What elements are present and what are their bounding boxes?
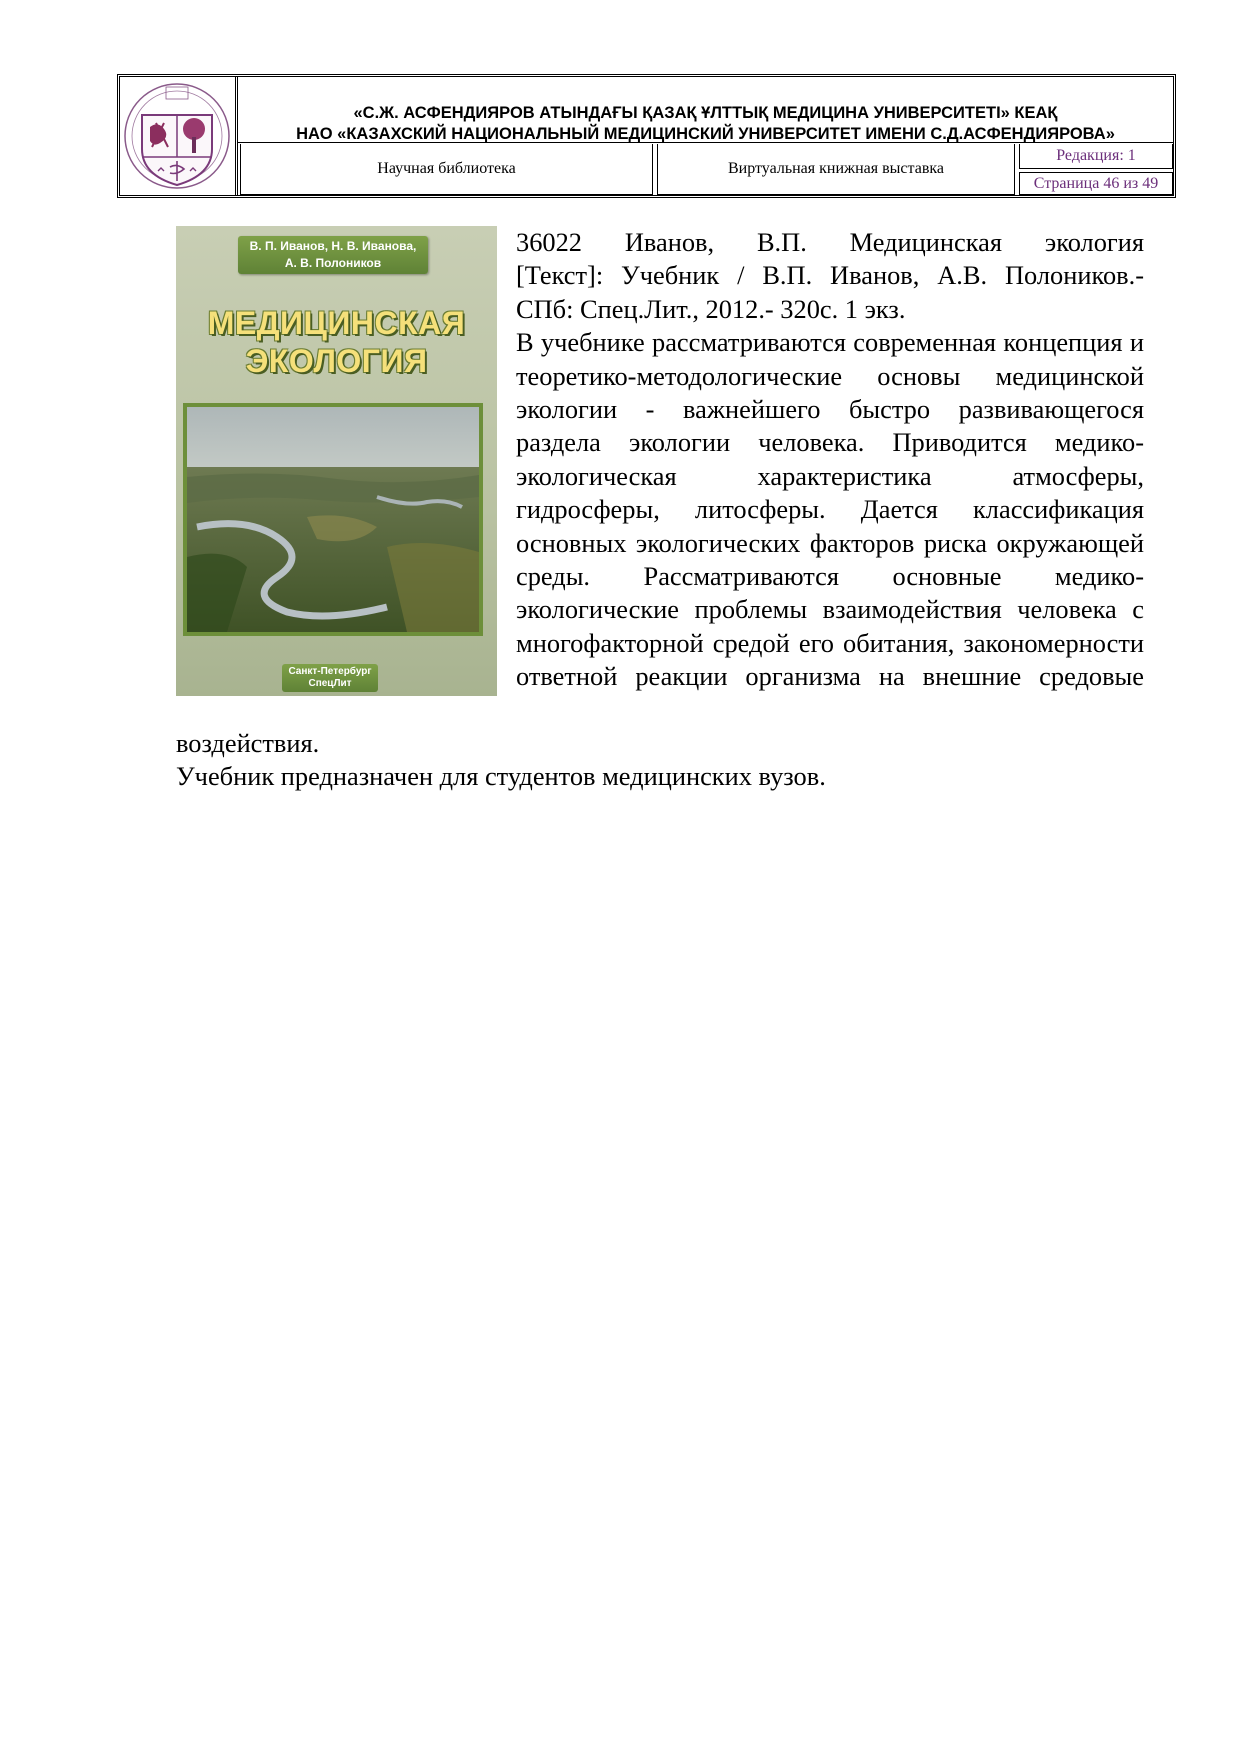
book-annotation: В учебнике рассматриваются современная концепция и теоретико-методологические основы медицинской экологии - важнейшего быстро развивающегося раздела экологии человека. Приводится медико-экологическая характеристика атмосферы, гидросферы, литосферы. Дается классификация основных экологических факторов риска окружающей среды. Рассматриваются основные медико-экологические проблемы взаимодействия человека с многофакторной средой его обитания, закономерности ответной реакции организма на внешние средовые (516, 327, 1144, 692)
book-description (516, 226, 1144, 694)
university-title (238, 77, 1173, 143)
cover-title-line: ЭКОЛОГИЯ (245, 343, 428, 379)
cover-publisher-line: СпецЛит (308, 678, 352, 689)
bibliographic-reference-line: СПб: Спец.Лит., 2012.- 320с. 1 экз. (516, 293, 906, 324)
exhibition-cell: Виртуальная книжная выставка (657, 144, 1015, 195)
cover-title (176, 304, 497, 380)
cover-authors (238, 236, 428, 274)
book-audience-note: Учебник предназначен для студентов медицинских вузов. (176, 761, 826, 791)
bibliographic-reference-line: 36022 Иванов, В.П. Медицинская экология (516, 227, 1144, 257)
bibliographic-reference-line: [Текст]: Учебник / В.П. Иванов, А.В. Полоников.- (516, 260, 1144, 291)
cover-authors-line: А. В. Полоников (284, 256, 382, 270)
university-logo (120, 77, 238, 195)
document-header (117, 74, 1176, 198)
cover-publisher (282, 664, 378, 692)
university-title-kz: «С.Ж. АСФЕНДИЯРОВ АТЫНДАҒЫ ҚАЗАҚ ҰЛТТЫҚ МЕДИЦИНА УНИВЕРСИТЕТІ» КЕАҚ (353, 104, 1058, 122)
book-cover (176, 226, 497, 696)
book-annotation-tail: воздействия. (176, 728, 320, 758)
cover-publisher-line: Санкт-Петербург (288, 666, 372, 677)
university-title-ru: НАО «КАЗАХСКИЙ НАЦИОНАЛЬНЫЙ МЕДИЦИНСКИЙ УНИВЕРСИТЕТ ИМЕНИ С.Д.АСФЕНДИЯРОВА» (296, 125, 1115, 143)
page-number-cell: Страница 46 из 49 (1019, 172, 1173, 195)
library-cell: Научная библиотека (240, 144, 653, 195)
cover-landscape-photo (183, 403, 483, 636)
cover-title-line: МЕДИЦИНСКАЯ (207, 305, 466, 341)
cover-authors-line: В. П. Иванов, Н. В. Иванова, (249, 239, 417, 253)
university-seal-icon (120, 77, 235, 195)
edition-cell: Редакция: 1 (1019, 144, 1173, 169)
